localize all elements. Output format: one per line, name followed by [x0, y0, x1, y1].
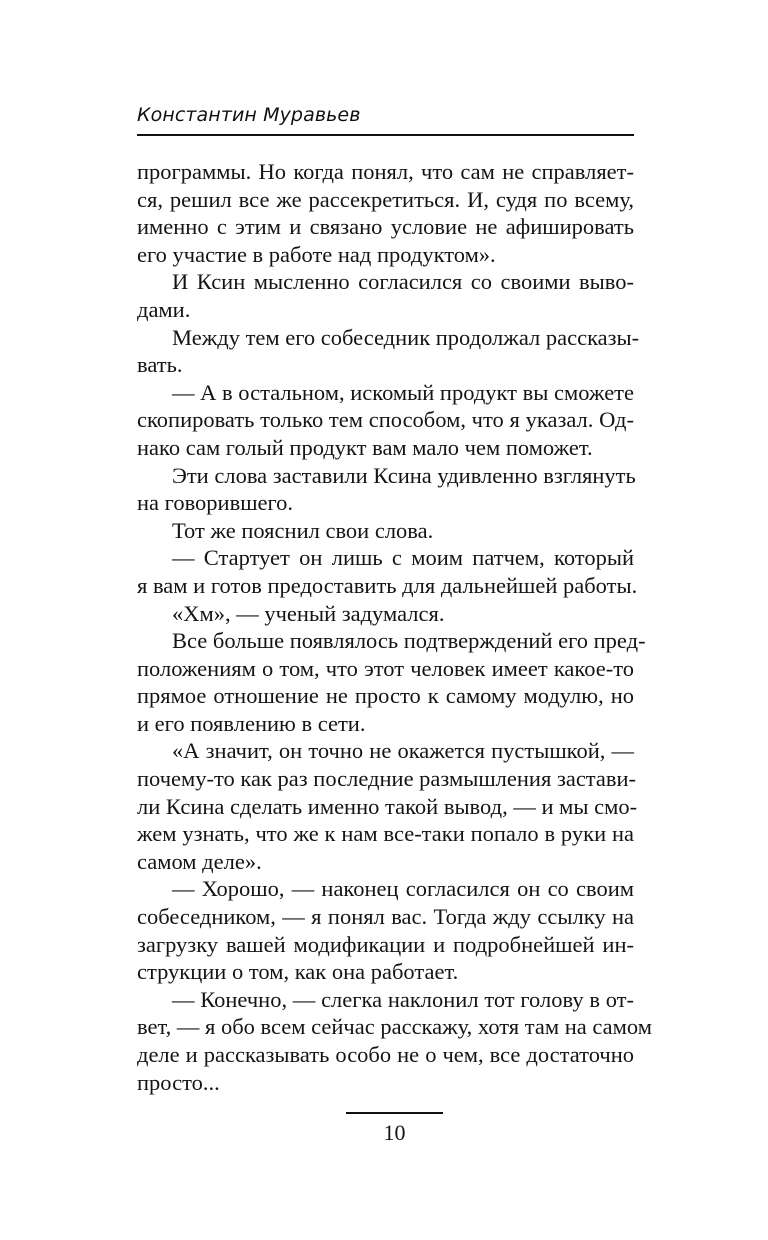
text-line: собеседником, — я понял вас. Тогда жду ссылку на: [137, 904, 634, 930]
text-line: прямое отношение не просто к самому модулю, но: [137, 683, 634, 709]
text-line: — Стартует он лишь с моим патчем, который: [172, 545, 634, 571]
text-line: и его появлению в сети.: [137, 710, 366, 736]
text-line: вет, — я обо всем сейчас расскажу, хотя там на самом: [137, 1014, 652, 1040]
text-line: «А значит, он точно не окажется пустышкой, —: [172, 738, 634, 764]
text-line: дами.: [137, 296, 191, 322]
text-line: И Ксин мысленно согласился со своими выво-: [172, 269, 634, 295]
text-line: ли Ксина сделать именно такой вывод, — и мы смо-: [137, 793, 638, 819]
text-line: жем узнать, что же к нам все-таки попало в руки на: [137, 821, 634, 847]
text-line: почему-то как раз последние размышления застави-: [137, 766, 637, 792]
running-head: [137, 100, 634, 136]
text-line: загрузку вашей модификации и подробнейшей ин-: [137, 931, 634, 957]
text-line: Тот же пояснил свои слова.: [172, 517, 434, 543]
text-line: Все больше появлялось подтверждений его пред-: [172, 628, 646, 654]
text-line: Между тем его собеседник продолжал рассказы-: [172, 324, 640, 350]
author-name: Константин Муравьев: [137, 104, 361, 126]
text-line: на говорившего.: [137, 490, 294, 516]
text-line: струкции о том, как она работает.: [137, 959, 459, 985]
text-line: Эти слова заставили Ксина удивленно взглянуть: [172, 462, 636, 488]
text-line: его участие в работе над продуктом».: [137, 241, 496, 267]
text-line: нако сам голый продукт вам мало чем поможет.: [137, 434, 593, 460]
body-text: [137, 158, 652, 1096]
text-line: программы. Но когда понял, что сам не справляет-: [137, 159, 634, 184]
text-line: ся, решил все же рассекретиться. И, судя по всему,: [137, 186, 634, 212]
text-line: деле и рассказывать особо не о чем, все достаточно: [137, 1042, 634, 1067]
text-line: самом деле».: [137, 848, 262, 874]
text-line: просто...: [137, 1069, 220, 1095]
text-line: вать.: [137, 352, 183, 378]
text-line: положениям о том, что этот человек имеет какое-то: [137, 655, 634, 681]
text-line: «Хм», — ученый задумался.: [172, 600, 445, 626]
text-line: скопировать только тем способом, что я указал. Од-: [137, 407, 634, 433]
text-line: именно с этим и связано условие не афишировать: [137, 214, 634, 240]
footer-rule: [346, 1112, 443, 1114]
text-line: — А в остальном, искомый продукт вы сможете: [172, 379, 634, 405]
text-line: я вам и готов предоставить для дальнейшей работы.: [137, 572, 638, 598]
text-line: — Конечно, — слегка наклонил тот голову в от-: [172, 986, 634, 1012]
page-number: 10: [383, 1120, 406, 1145]
text-line: — Хорошо, — наконец согласился он со своим: [172, 876, 634, 902]
